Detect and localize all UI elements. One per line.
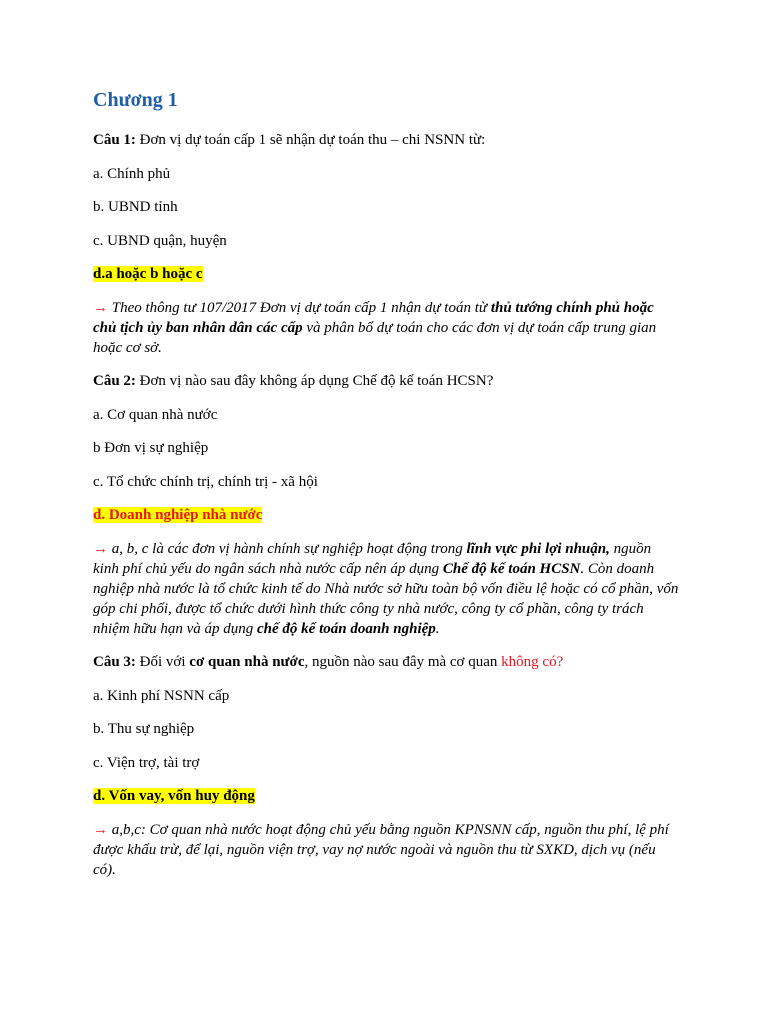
question-3-emphasis: cơ quan nhà nước [189, 654, 305, 670]
question-1-explanation [93, 298, 679, 358]
explanation-text: . [435, 620, 440, 637]
question-1-answer [93, 264, 679, 284]
question-1-label: Câu 1: [93, 132, 136, 148]
question-2-option-b: b Đơn vị sự nghiệp [93, 440, 209, 456]
document-page [93, 86, 679, 893]
question-2-explanation [93, 539, 679, 639]
arrow-icon: → [93, 540, 108, 557]
question-3-text: Đối với [135, 654, 190, 670]
chapter-title: Chương 1 [93, 89, 178, 111]
question-3-red-text: không có? [501, 654, 564, 670]
explanation-emphasis: chế độ kế toán doanh nghiệp [257, 620, 436, 637]
question-2-option-c: c. Tổ chức chính trị, chính trị - xã hội [93, 473, 318, 490]
arrow-icon: → [93, 821, 108, 838]
question-3-explanation [93, 820, 679, 880]
question-2-text: Đơn vị nào sau đây không áp dụng Chế độ kế toán HCSN? [135, 373, 494, 389]
question-3-option-c: c. Viện trợ, tài trợ [93, 754, 200, 771]
question-1-option-c: c. UBND quận, huyện [93, 232, 227, 249]
question-2-option-a: a. Cơ quan nhà nước [93, 406, 218, 423]
explanation-text: . Còn doanh nghiệp nhà nước là tổ chức kinh tế do Nhà nước sở hữu toàn bộ vốn điều lệ hoặc có cổ phần, vốn góp chi phối, được tổ chức dưới hình thức công ty nhà nước, công ty cổ phần, công ty trách nhiệm hữu hạn và áp dụng [93, 560, 679, 637]
question-3-answer [93, 786, 679, 806]
question-1-option-b: b. UBND tỉnh [93, 199, 178, 215]
question-2-answer-text: d. Doanh nghiệp nhà nước [93, 507, 263, 523]
question-2-answer [93, 505, 679, 525]
question-3-option-a: a. Kinh phí NSNN cấp [93, 687, 230, 704]
explanation-text: và phân bổ dự toán cho các đơn vị dự toán cấp trung gian hoặc cơ sở. [93, 319, 657, 356]
explanation-text: nguồn kinh phí chủ yếu do ngân sách nhà nước cấp nên áp dụng [93, 540, 652, 577]
explanation-emphasis: lĩnh vực phi lợi nhuận, [466, 540, 610, 557]
question-2-label: Câu 2: [93, 373, 136, 389]
explanation-text: a, b, c là các đơn vị hành chính sự nghiệp hoạt động trong [108, 540, 467, 557]
arrow-icon: → [93, 299, 108, 316]
question-2 [93, 371, 679, 391]
question-3-option-b: b. Thu sự nghiệp [93, 721, 195, 737]
explanation-emphasis: thủ tướng chính phủ hoặc chủ tịch ủy ban nhân dân các cấp [93, 299, 654, 336]
question-1 [93, 130, 679, 150]
question-1-option-a: a. Chính phủ [93, 165, 171, 182]
question-3-text: , nguồn nào sau đây mà cơ quan [304, 654, 502, 670]
explanation-text: a,b,c: Cơ quan nhà nước hoạt động chủ yếu bằng nguồn KPNSNN cấp, nguồn thu phí, lệ phí được khấu trừ, để lại, nguồn viện trợ, vay nợ nước ngoài và nguồn thu từ SXKD, dịch vụ (nếu có). [93, 821, 669, 878]
explanation-text: Theo thông tư 107/2017 Đơn vị dự toán cấp 1 nhận dự toán từ [108, 299, 491, 316]
question-3 [93, 652, 679, 672]
question-1-answer-text: d.a hoặc b hoặc c [93, 266, 203, 282]
explanation-emphasis: Chế độ kế toán HCSN [442, 560, 581, 577]
question-3-answer-text: d. Vốn vay, vốn huy động [93, 788, 255, 804]
question-1-text: Đơn vị dự toán cấp 1 sẽ nhận dự toán thu – chi NSNN từ: [135, 132, 486, 148]
question-3-label: Câu 3: [93, 654, 136, 670]
